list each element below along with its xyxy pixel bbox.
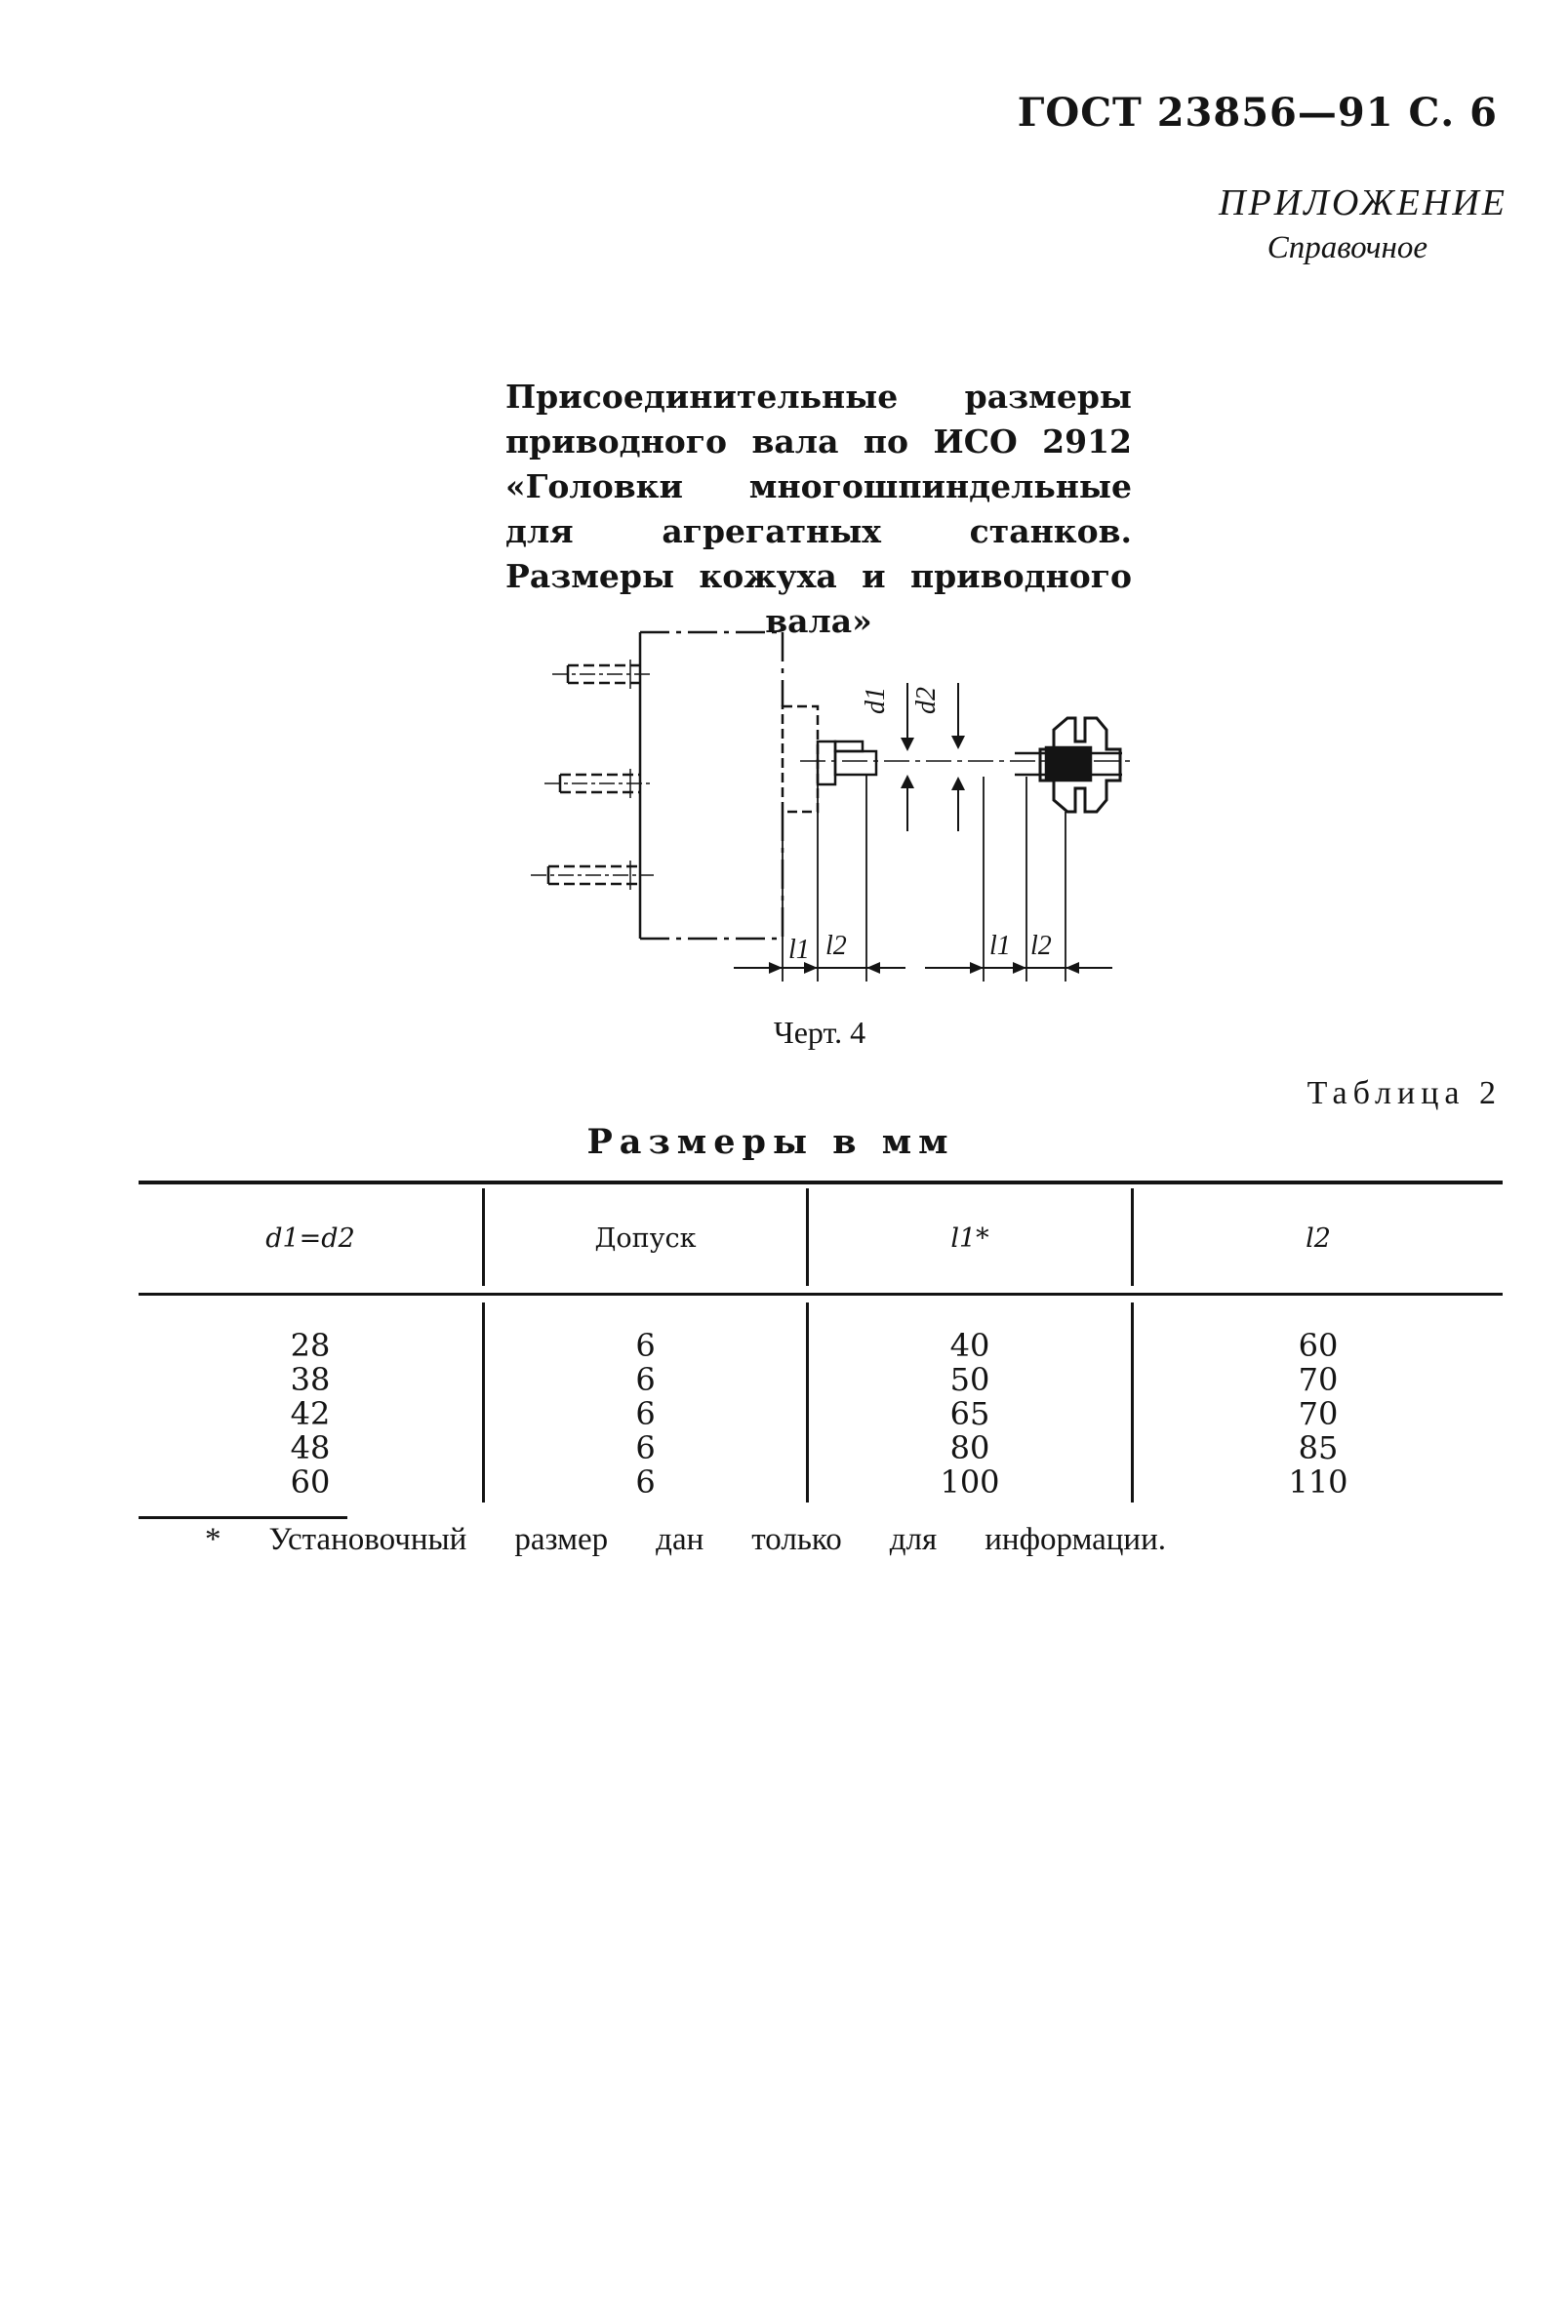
table-row [139, 1397, 1503, 1431]
drawing-caption: Черт. 4 [773, 1015, 866, 1050]
label-d1: d1 [861, 687, 891, 714]
table-row [139, 1363, 1503, 1397]
table-cell: 70 [1298, 1361, 1339, 1398]
table-top-rule [139, 1181, 1503, 1184]
table-cell: 70 [1298, 1395, 1339, 1432]
spindle-top [552, 660, 654, 689]
table-units: Размеры в мм [586, 1122, 955, 1162]
table-cell: 110 [1288, 1463, 1348, 1501]
shaft-drawing [507, 605, 1132, 995]
appendix-type: Справочное [1266, 230, 1427, 265]
table-row [139, 1465, 1503, 1500]
table-cell: 38 [290, 1361, 331, 1398]
table-row [139, 1431, 1503, 1465]
section-title-body: Присоединительные размеры приводного вала по ИСО 2912 «Головки многошпиндельные для агрегатных станков. Размеры кожуха и приводного [505, 378, 1132, 595]
footnote-rule [139, 1516, 347, 1519]
header-l2: l2 [1306, 1223, 1331, 1254]
label-l2-right: l2 [1030, 931, 1052, 961]
table-cell: 48 [290, 1429, 331, 1466]
label-d2: d2 [911, 687, 942, 714]
header-tolerance: Допуск [594, 1223, 697, 1254]
table-cell: 6 [635, 1395, 656, 1432]
table-footnote: * Установочный размер дан только для информации. [205, 1522, 1166, 1557]
table-cell: 28 [290, 1327, 331, 1364]
coupling [1015, 718, 1122, 812]
spindle-middle [544, 769, 654, 798]
appendix-title: ПРИЛОЖЕНИЕ [1219, 182, 1508, 223]
table-label: Таблица 2 [1307, 1075, 1502, 1111]
table-cell: 65 [949, 1395, 990, 1432]
table-header-rule [139, 1293, 1503, 1296]
header-l1: l1* [950, 1223, 989, 1254]
table-cell: 60 [1298, 1327, 1339, 1364]
table-cell: 42 [290, 1395, 331, 1432]
label-l1-left: l1 [788, 935, 810, 965]
table-cell: 6 [635, 1361, 656, 1398]
table-cell: 6 [635, 1429, 656, 1466]
spindle-stubs [531, 660, 654, 890]
table-cell: 50 [949, 1361, 990, 1398]
section-title-last-line: вала» [765, 602, 872, 640]
document-code: ГОСТ 23856—91 С. 6 [1017, 90, 1498, 136]
spindle-bottom [531, 861, 654, 890]
section-title [505, 375, 1132, 644]
table-row [139, 1329, 1503, 1363]
header-d1-d2: d1=d2 [265, 1223, 355, 1254]
table-cell: 40 [949, 1327, 990, 1364]
table-cell: 85 [1298, 1429, 1339, 1466]
table-cell: 6 [635, 1327, 656, 1364]
label-l1-right: l1 [989, 931, 1011, 961]
housing-outline [640, 632, 783, 939]
table-cell: 60 [290, 1463, 331, 1501]
table-cell: 80 [949, 1429, 990, 1466]
table-cell: 6 [635, 1463, 656, 1501]
label-l2-left: l2 [825, 931, 847, 961]
table-cell: 100 [940, 1463, 1000, 1501]
